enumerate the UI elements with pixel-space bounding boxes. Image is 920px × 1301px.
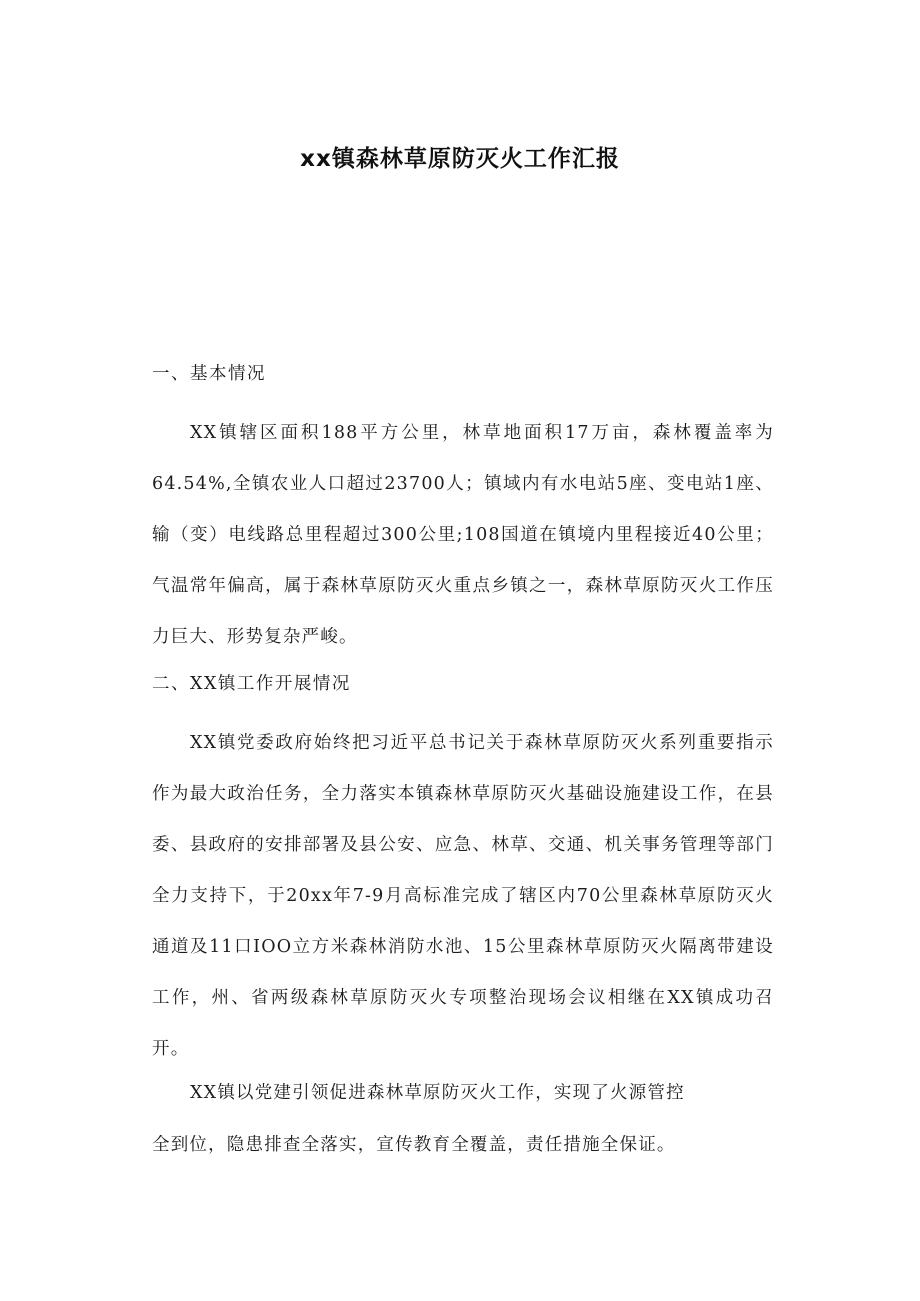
section-2-paragraph-2-line-1: XX镇以党建引领促进森林草原防灭火工作，实现了火源管控	[190, 1083, 685, 1103]
section-2-paragraph-2-line-2: 全到位，隐患排查全落实，宣传教育全覆盖，责任措施全保证。	[152, 1135, 676, 1155]
section-1-heading: 一、基本情况	[152, 364, 266, 384]
section-2-paragraph-1: XX镇党委政府始终把习近平总书记关于森林草原防灭火系列重要指示作为最大政治任务，全力落实本镇森林草原防灭火基础设施建设工作，在县委、县政府的安排部署及县公安、应急、林草、交通、机关事务管理等部门全力支持下，于20xx年7-9月高标准完成了辖区内70公里森林草原防灭火通道及11口IOO立方米森林消防水池、15公里森林草原防灭火隔离带建设工作，州、省两级森林草原防灭火专项整治现场会议相继在XX镇成功召开。	[152, 733, 774, 1059]
document-title: xx镇森林草原防灭火工作汇报	[300, 146, 620, 172]
section-2-heading: 二、XX镇工作开展情况	[152, 674, 351, 694]
section-1-paragraph: XX镇辖区面积188平方公里，林草地面积17万亩，森林覆盖率为64.54%,全镇农业人口超过23700人；镇域内有水电站5座、变电站1座、输（变）电线路总里程超过300公里;108国道在镇境内里程接近40公里；气温常年偏高，属于森林草原防灭火重点乡镇之一，森林草原防灭火工作压力巨大、形势复杂严峻。	[152, 423, 774, 647]
section-2-paragraph-2	[152, 1067, 774, 1171]
